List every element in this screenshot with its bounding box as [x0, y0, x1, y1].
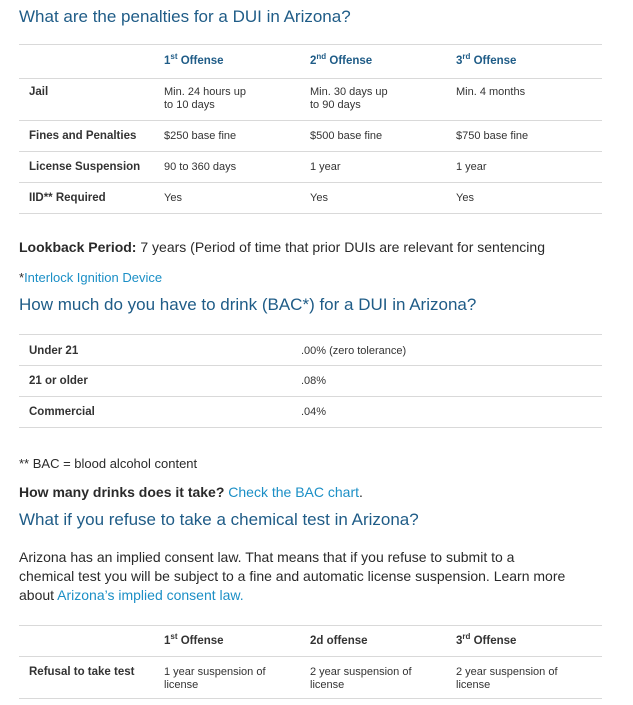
- col-header-2nd: 2d offense: [310, 626, 456, 657]
- table-cell: 1 year suspension of license: [164, 657, 310, 699]
- asterisk: *: [19, 270, 25, 285]
- table-cell: 1 year: [456, 152, 602, 183]
- refusal-heading: What if you refuse to take a chemical test in Arizona?: [19, 510, 419, 529]
- penalties-table: [19, 44, 602, 214]
- interlock-ignition-device-link[interactable]: Interlock Ignition Device: [24, 270, 163, 285]
- table-row: [19, 79, 602, 121]
- table-row: [19, 657, 602, 699]
- lookback-period: [19, 238, 545, 257]
- col-header-1st: 1st Offense: [164, 45, 310, 79]
- table-cell: 2 year suspension of license: [310, 657, 456, 699]
- lookback-label: Lookback Period:: [19, 239, 137, 255]
- table-cell: Min. 24 hours up to 10 days: [164, 79, 310, 121]
- col-header-3rd: 3rd Offense: [456, 626, 602, 657]
- table-cell: Yes: [164, 183, 310, 214]
- col-header-1st: 1st Offense: [164, 626, 310, 657]
- table-cell: $500 base fine: [310, 121, 456, 152]
- table-cell: .00% (zero tolerance): [301, 335, 602, 366]
- bac-label-commercial: Commercial: [19, 397, 301, 428]
- table-cell: Yes: [456, 183, 602, 214]
- table-cell: Min. 30 days up to 90 days: [310, 79, 456, 121]
- drinks-question: [19, 483, 363, 502]
- drinks-question-label: How many drinks does it take?: [19, 484, 225, 500]
- table-row: [19, 366, 602, 397]
- table-row: [19, 335, 602, 366]
- table-cell: $250 base fine: [164, 121, 310, 152]
- row-label-jail: Jail: [19, 79, 164, 121]
- table-cell: Min. 4 months: [456, 79, 602, 121]
- bac-label-under-21: Under 21: [19, 335, 301, 366]
- table-row: [19, 183, 602, 214]
- lookback-text: 7 years (Period of time that prior DUIs are relevant for sentencing: [136, 239, 545, 255]
- refusal-header-row: [19, 626, 602, 657]
- interlock-note: [19, 268, 162, 287]
- period: .: [359, 484, 363, 500]
- refusal-line-3: [19, 586, 244, 605]
- table-cell: 2 year suspension of license: [456, 657, 602, 699]
- table-row: [19, 121, 602, 152]
- col-header-3rd: 3rd Offense: [456, 45, 602, 79]
- row-label-iid: IID** Required: [19, 183, 164, 214]
- bac-footnote: ** BAC = blood alcohol content: [19, 456, 198, 471]
- table-cell: 90 to 360 days: [164, 152, 310, 183]
- bac-table: [19, 334, 602, 428]
- table-cell: .04%: [301, 397, 602, 428]
- table-cell: 1 year: [310, 152, 456, 183]
- col-header-2nd: 2nd Offense: [310, 45, 456, 79]
- row-label-refusal: Refusal to take test: [19, 657, 164, 699]
- refusal-line-1: Arizona has an implied consent law. That means that if you refuse to submit to a: [19, 549, 515, 565]
- table-row: [19, 397, 602, 428]
- implied-consent-link[interactable]: Arizona’s implied consent law.: [57, 587, 244, 603]
- table-cell: .08%: [301, 366, 602, 397]
- refusal-line-2: chemical test you will be subject to a fine and automatic license suspension. Learn more: [19, 568, 566, 584]
- penalties-header-row: [19, 45, 602, 79]
- about-text: about: [19, 587, 58, 603]
- bac-heading: How much do you have to drink (BAC*) for a DUI in Arizona?: [19, 295, 477, 314]
- table-cell: $750 base fine: [456, 121, 602, 152]
- row-label-license-suspension: License Suspension: [19, 152, 164, 183]
- table-row: [19, 152, 602, 183]
- refusal-table: [19, 625, 602, 699]
- row-label-fines: Fines and Penalties: [19, 121, 164, 152]
- bac-chart-link[interactable]: Check the BAC chart: [228, 484, 360, 500]
- bac-label-21-or-older: 21 or older: [19, 366, 301, 397]
- corner-cell: [19, 45, 164, 79]
- table-cell: Yes: [310, 183, 456, 214]
- corner-cell: [19, 626, 164, 657]
- penalties-heading: What are the penalties for a DUI in Arizona?: [19, 7, 351, 26]
